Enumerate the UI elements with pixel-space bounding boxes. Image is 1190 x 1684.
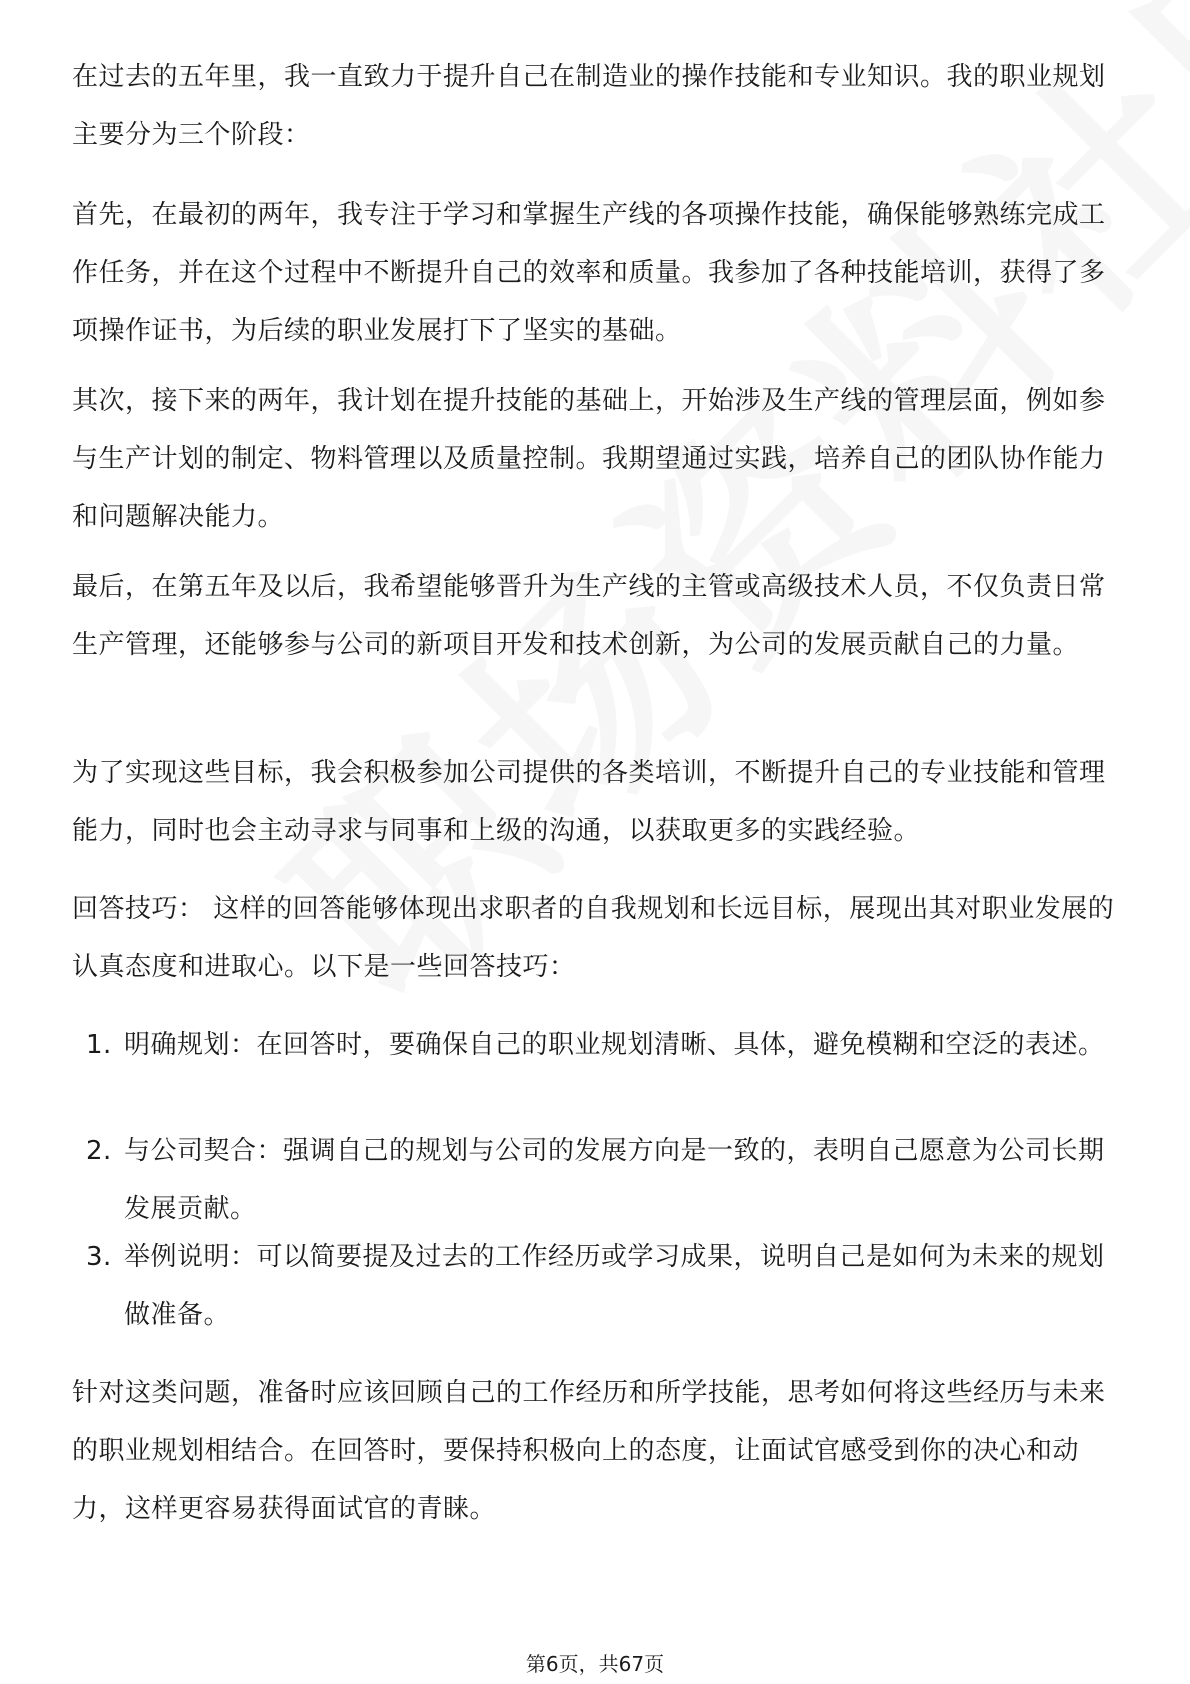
tip-number: 1. <box>86 1030 112 1060</box>
tip-number: 3. <box>86 1242 112 1272</box>
paragraph-goals: 为了实现这些目标，我会积极参加公司提供的各类培训，不断提升自己的专业技能和管理能力，同时也会主动寻求与同事和上级的沟通，以获取更多的实践经验。 <box>72 758 1106 846</box>
paragraph-first-stage: 首先，在最初的两年，我专注于学习和掌握生产线的各项操作技能，确保能够熟练完成工作任务，并在这个过程中不断提升自己的效率和质量。我参加了各种技能培训，获得了多项操作证书，为后续的职业发展打下了坚实的基础。 <box>72 200 1106 346</box>
paragraph-closing: 针对这类问题，准备时应该回顾自己的工作经历和所学技能，思考如何将这些经历与未来的职业规划相结合。在回答时，要保持积极向上的态度，让面试官感受到你的决心和动力，这样更容易获得面试官的青睐。 <box>72 1378 1106 1524</box>
tip-item <box>86 1016 1122 1074</box>
paragraph-third-stage: 最后，在第五年及以后，我希望能够晋升为生产线的主管或高级技术人员，不仅负责日常生产管理，还能够参与公司的新项目开发和技术创新，为公司的发展贡献自己的力量。 <box>72 572 1106 660</box>
tip-number: 2. <box>86 1136 112 1166</box>
paragraph-second-stage: 其次，接下来的两年，我计划在提升技能的基础上，开始涉及生产线的管理层面，例如参与生产计划的制定、物料管理以及质量控制。我期望通过实践，培养自己的团队协作能力和问题解决能力。 <box>72 386 1106 532</box>
tip-text: 明确规划：在回答时，要确保自己的职业规划清晰、具体，避免模糊和空泛的表述。 <box>124 1030 1105 1060</box>
tip-text: 与公司契合：强调自己的规划与公司的发展方向是一致的，表明自己愿意为公司长期发展贡献。 <box>124 1136 1105 1224</box>
page-number: 第6页，共67页 <box>525 1652 665 1676</box>
paragraph-answer-tips: 回答技巧： 这样的回答能够体现出求职者的自我规划和长远目标，展现出其对职业发展的认真态度和进取心。以下是一些回答技巧： <box>72 894 1115 982</box>
tip-item <box>86 1122 1122 1238</box>
paragraph-intro: 在过去的五年里，我一直致力于提升自己在制造业的操作技能和专业知识。我的职业规划主要分为三个阶段： <box>72 62 1106 150</box>
tip-text: 举例说明：可以简要提及过去的工作经历或学习成果，说明自己是如何为未来的规划做准备。 <box>124 1242 1105 1330</box>
tip-item <box>86 1228 1122 1344</box>
